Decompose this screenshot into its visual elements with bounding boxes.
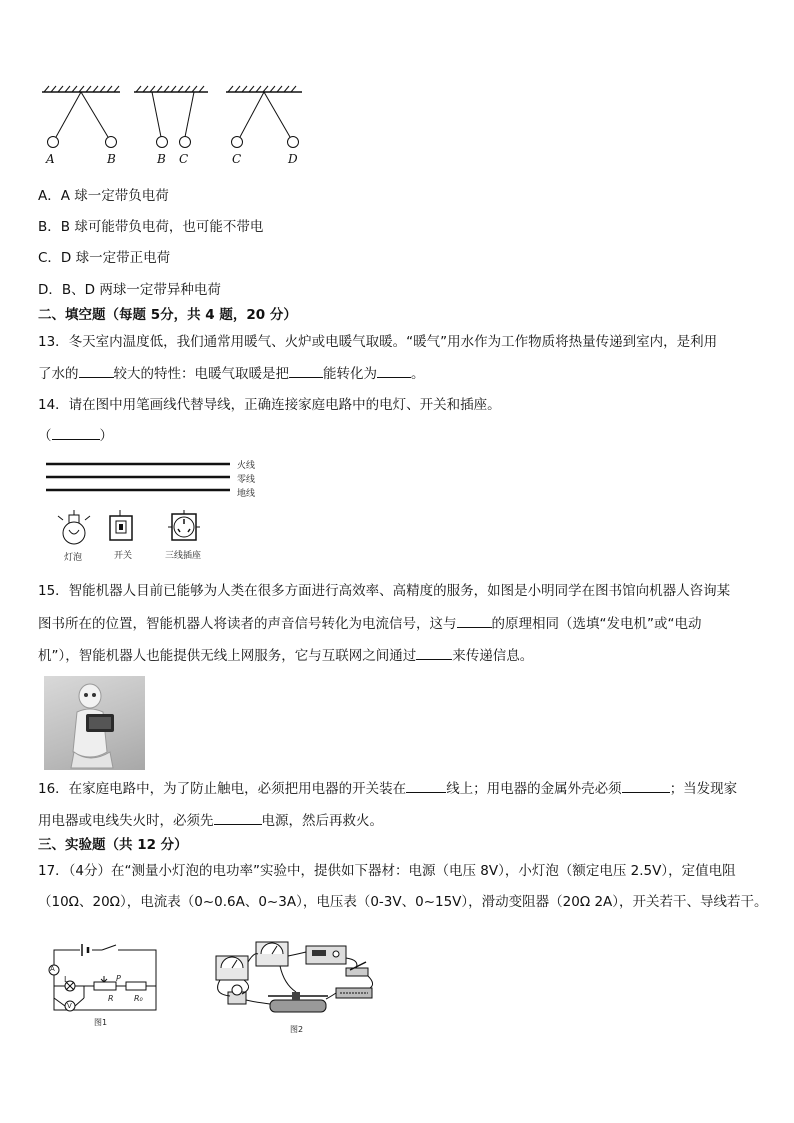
q15-text-a: 图书所在的位置，智能机器人将读者的声音信号转化为电流信号，这与 xyxy=(38,616,457,632)
q16-line2 xyxy=(38,810,383,831)
q16-blank-3[interactable] xyxy=(214,810,262,825)
q16-text-c: ；当发现家 xyxy=(669,781,738,797)
fig1-label-lamp: L xyxy=(64,975,69,984)
q15-line3 xyxy=(38,645,533,666)
q15-text-c: 机”），智能机器人也能提供无线上网服务，它与互联网之间通过 xyxy=(38,648,417,664)
q14-answer-box xyxy=(38,425,113,446)
q15-blank-2[interactable] xyxy=(416,645,452,660)
ball-label-c: C xyxy=(179,152,189,166)
socket-icon xyxy=(168,510,200,540)
section-heading-fill: 二、填空题（每题 5分，共 4 题，20 分） xyxy=(38,307,297,323)
q16-text-a: 16．在家庭电路中，为了防止触电，必须把用电器的开关装在 xyxy=(38,781,407,797)
fig1-caption: 图1 xyxy=(94,1018,108,1027)
q16-blank-1[interactable] xyxy=(406,778,446,793)
fig1-label-slider: P xyxy=(116,974,121,983)
q16-line1 xyxy=(38,778,737,799)
wire-label-neutral: 零线 xyxy=(237,475,256,485)
fig1-label-resistor: R₀ xyxy=(134,994,143,1003)
option-d: D．B、D 两球一定带异种电荷 xyxy=(38,282,221,298)
q13-blank-2[interactable] xyxy=(289,363,323,378)
fig2-caption: 图2 xyxy=(290,1025,304,1034)
ball-label-b: B xyxy=(107,152,116,166)
q16-text-e: 电源，然后再救火。 xyxy=(261,813,383,829)
fig1-label-voltmeter: V xyxy=(67,1002,72,1010)
ball-label-a: A xyxy=(46,152,55,166)
q13-text-d: 。 xyxy=(411,366,425,382)
q13-text-b: 较大的特性：电暖气取暖是把 xyxy=(113,366,289,382)
robot-icon xyxy=(44,676,145,770)
q14-paren-close: ） xyxy=(99,428,113,444)
device-label-lamp: 灯泡 xyxy=(64,553,83,563)
ball-label-b2: B xyxy=(157,152,166,166)
q13-text-c: 能转化为 xyxy=(323,366,377,382)
wire-label-live: 火线 xyxy=(237,461,256,471)
q15-blank-1[interactable] xyxy=(457,613,492,628)
ball-label-c2: C xyxy=(232,152,242,166)
q14-question: 14．请在图中用笔画线代替导线，正确连接家庭电路中的电灯、开关和插座。 xyxy=(38,397,501,413)
pendulum-figure xyxy=(38,84,308,174)
wire-label-ground: 地线 xyxy=(237,489,256,499)
device-label-switch: 开关 xyxy=(114,551,133,561)
q17-line1: 17．（4分）在“测量小灯泡的电功率”实验中，提供如下器材：电源（电压 8V），小灯泡（额定电压 2.5V），定值电阻 xyxy=(38,863,736,879)
q15-line1: 15．智能机器人目前已能够为人类在很多方面进行高效率、高精度的服务，如图是小明同学在图书馆向机器人咨询某 xyxy=(38,583,731,599)
q13-blank-3[interactable] xyxy=(377,363,411,378)
q13-blank-1[interactable] xyxy=(79,363,114,378)
option-b: B．B 球可能带负电荷，也可能不带电 xyxy=(38,219,264,235)
option-a: A．A 球一定带负电荷 xyxy=(38,188,169,204)
q13-line2 xyxy=(38,363,425,384)
q17-line2: （10Ω、20Ω），电流表（0~0.6A、0~3A），电压表（0-3V、0~15V），滑动变阻器（20Ω 2A），开关若干、导线若干。 xyxy=(38,894,768,910)
fig1-label-ammeter: A xyxy=(50,965,55,973)
section-heading-experiment: 三、实验题（共 12 分） xyxy=(38,837,188,853)
q16-text-d: 用电器或电线失火时，必须先 xyxy=(38,813,214,829)
ball-label-d: D xyxy=(288,152,298,166)
q13-line1: 13．冬天室内温度低，我们通常用暖气、火炉或电暖气取暖。“暖气”用水作为工作物质将热量传递到室内，是利用 xyxy=(38,334,718,350)
q16-blank-2[interactable] xyxy=(622,778,670,793)
q15-text-b: 的原理相同（选填“发电机”或“电动 xyxy=(491,616,702,632)
switch-icon xyxy=(110,510,132,540)
q13-text-a: 了水的 xyxy=(38,366,79,382)
lamp-icon xyxy=(58,510,90,544)
device-label-socket: 三线插座 xyxy=(165,551,202,561)
robot-photo xyxy=(44,676,145,770)
q14-paren-open: （ xyxy=(38,428,52,444)
option-c: C．D 球一定带正电荷 xyxy=(38,250,171,266)
q15-line2 xyxy=(38,613,701,634)
fig1-label-rheostat: R xyxy=(108,994,114,1003)
q16-text-b: 线上；用电器的金属外壳必须 xyxy=(446,781,622,797)
q14-answer-blank[interactable] xyxy=(52,425,100,440)
apparatus-figure-fig2 xyxy=(210,934,380,1026)
q15-text-d: 来传递信息。 xyxy=(452,648,534,664)
